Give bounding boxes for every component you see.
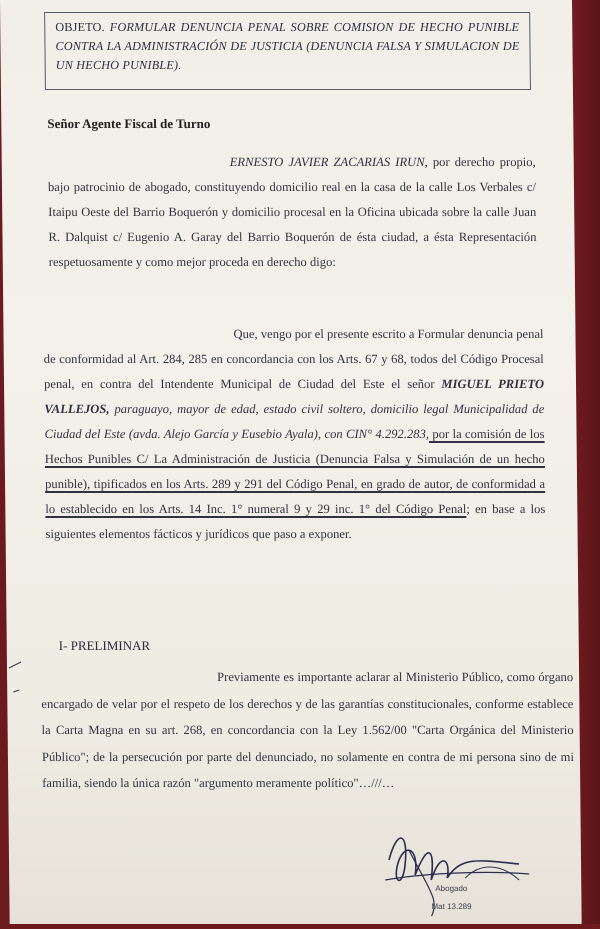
section-heading-preliminar: I- PRELIMINAR	[58, 638, 151, 653]
signature-stamp	[369, 820, 550, 924]
margin-pen-mark	[7, 640, 28, 700]
stamp-line-2: Mat 13.289	[431, 902, 472, 911]
paragraph-preliminar: Previamente es importante aclarar al Ministerio Público, como órgano encargado de velar por el respeto de los derechos y de las garantías constitucionales, conforme establece la Carta Magna en su art. 268, en concordancia con la Ley 1.562/00 "Carta Orgánica del Ministerio Público"; de la persecución por parte del denunciado, no solamente en contra de mi persona sino de mi familia, siendo la única razón "argumento meramente político"…///…	[41, 670, 574, 790]
paragraph-introduction	[48, 150, 537, 275]
accused-name: MIGUEL PRIETO VALLEJOS,	[44, 377, 545, 416]
subject-box	[44, 12, 531, 90]
subject-label: OBJETO.	[55, 20, 105, 34]
paragraph-introduction-text: por derecho propio, bajo patrocinio de abogado, constituyendo domicilio real en la casa de la calle Los Verbales c/ Itaipu Oeste del Barrio Boquerón y domicilio procesal en la Oficina ubicada sobre la calle Juan R. Dalquist c/ Eugenio A. Garay del Barrio Boquerón de ésta ciudad, a ésta Representación respetuosamente y como mejor proceda en derecho digo:	[47, 155, 537, 269]
complaint-underlined-text: por la comisión de los Hechos Punibles C/ La Administración de Justicia (Denuncia Falsa y Simulación de un hecho punible), tipificados en los Arts. 289 y 291 del Código Penal, en grado de autor, de conformidad a lo establecido en los Arts. 14 Inc. 1° numeral 9 y 29 inc. 1° del Código Penal	[44, 427, 546, 516]
subject-text: FORMULAR DENUNCIA PENAL SOBRE COMISION DE HECHO PUNIBLE CONTRA LA ADMINISTRACIÓN DE JUSTICIA (DENUNCIA FALSA Y SIMULACION DE UN HECHO PUNIBLE).	[55, 20, 520, 72]
complaint-text-3: ; en base a los siguientes elementos fácticos y jurídicos que paso a exponer.	[45, 502, 546, 541]
stamp-line-1: Abogado	[435, 884, 468, 893]
paragraph-complaint	[43, 322, 545, 547]
complaint-text-1: Que, vengo por el presente escrito a Formular denuncia penal de conformidad al Art. 284, 285 en concordancia con los Arts. 67 y 68, todos del Código Procesal penal, en contra del Intendente Municipal de Ciudad del Este el señor	[43, 327, 544, 391]
addressee-heading: Señor Agente Fiscal de Turno	[47, 116, 211, 131]
complainant-name: ERNESTO JAVIER ZACARIAS IRUN,	[229, 155, 428, 169]
complaint-text-2: paraguayo, mayor de edad, estado civil soltero, domicilio legal Municipalidad de Ciudad del Este (avda. Alejo García y Eusebio Ayala), con CIN° 4.292.283,	[44, 402, 545, 441]
